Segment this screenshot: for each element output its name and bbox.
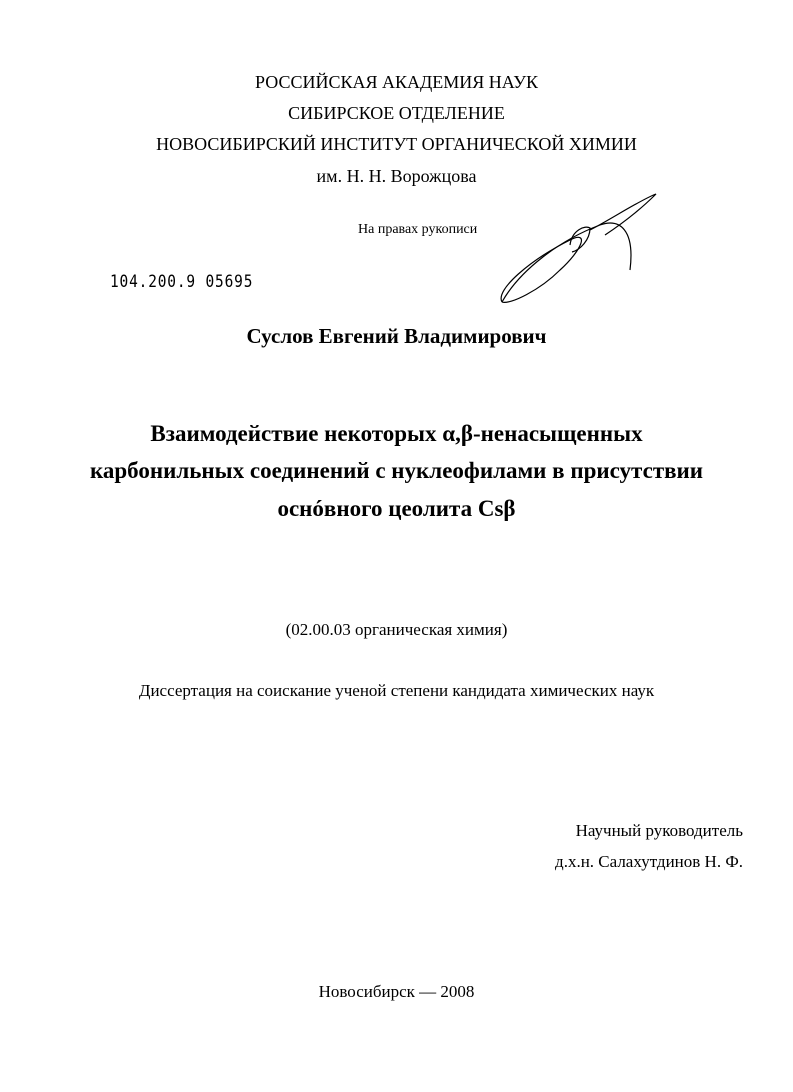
institute-name: НОВОСИБИРСКИЙ ИНСТИТУТ ОРГАНИЧЕСКОЙ ХИМИИ <box>156 134 637 154</box>
specialty-code: (02.00.03 органическая химия) <box>285 620 508 639</box>
manuscript-note: На правах рукописи <box>358 222 478 237</box>
city-year: Новосибирск — 2008 <box>318 982 475 1001</box>
academy-name: РОССИЙСКАЯ АКАДЕМИЯ НАУК <box>255 72 538 92</box>
title-line-1: Взаимодействие некоторых α,β-ненасыщенных <box>150 421 643 446</box>
supervisor-name: д.х.н. Салахутдинов Н. Ф. <box>555 852 743 871</box>
library-stamp-number: 104.200.9 05695 <box>110 272 254 292</box>
branch-name: СИБИРСКОЕ ОТДЕЛЕНИЕ <box>288 103 505 123</box>
degree-statement: Диссертация на соискание ученой степени кандидата химических наук <box>138 681 655 700</box>
author-name: Суслов Евгений Владимирович <box>246 324 547 348</box>
institute-named-after: им. Н. Н. Ворожцова <box>316 166 477 186</box>
supervisor-label: Научный руководитель <box>575 821 743 840</box>
signature <box>490 190 670 310</box>
title-line-2: карбонильных соединений с нуклеофилами в присутствии <box>89 458 704 483</box>
title-line-3: оснóвного цеолита Csβ <box>277 496 516 521</box>
